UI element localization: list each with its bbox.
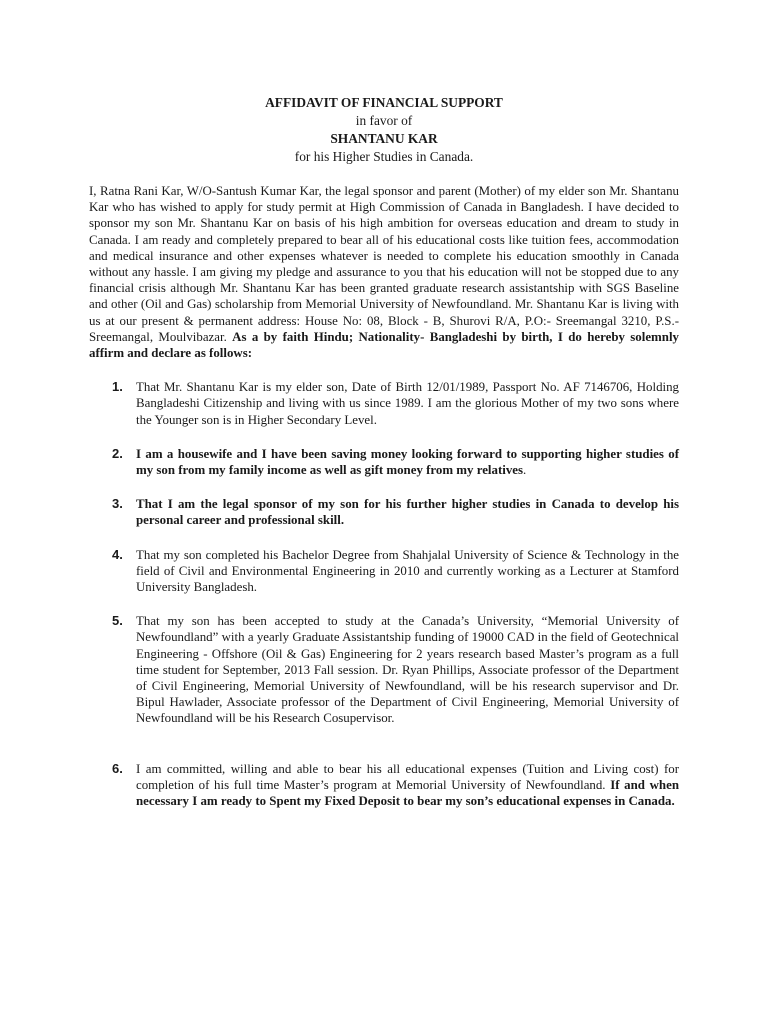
purpose-line: for his Higher Studies in Canada. bbox=[294, 149, 474, 164]
list-item bbox=[112, 496, 679, 528]
list-item bbox=[112, 546, 679, 596]
title-block bbox=[89, 94, 679, 166]
list-item bbox=[112, 445, 679, 478]
item-number: 4. bbox=[112, 546, 123, 562]
item-number: 3. bbox=[112, 496, 123, 512]
item-text: That my son completed his Bachelor Degree from Shahjalal University of Science & Technology in the field of Civil and Environmental Engineering in 2010 and currently working as a Lecturer at Stamford University Bangladesh. bbox=[136, 547, 679, 595]
item-bold-tail: If and when necessary I am ready to Spent my Fixed Deposit to bear my son’s educational expenses in Canada. bbox=[136, 777, 679, 809]
document-title: AFFIDAVIT OF FINANCIAL SUPPORT bbox=[265, 95, 503, 110]
intro-paragraph bbox=[89, 183, 679, 361]
list-item bbox=[112, 379, 679, 428]
list-item bbox=[112, 760, 679, 810]
declaration-list bbox=[89, 379, 679, 809]
item-number: 5. bbox=[112, 613, 123, 629]
item-tail: . bbox=[523, 463, 527, 478]
item-text: I am a housewife and I have been saving money looking forward to supporting higher studies of my son from my family income as well as gift money from my relatives bbox=[136, 446, 679, 478]
item-number: 6. bbox=[112, 760, 123, 776]
list-item bbox=[112, 613, 679, 726]
item-number: 2. bbox=[112, 445, 123, 461]
item-number: 1. bbox=[112, 379, 123, 395]
intro-declaration: As a by faith Hindu; Nationality- Bangladeshi by birth, I do hereby solemnly affirm and declare as follows: bbox=[89, 329, 679, 361]
in-favor-of-line: in favor of bbox=[355, 113, 413, 128]
beneficiary-name: SHANTANU KAR bbox=[330, 131, 438, 146]
item-text: That Mr. Shantanu Kar is my elder son, Date of Birth 12/01/1989, Passport No. AF 7146706, Holding Bangladeshi Citizenship and living with us since 1989. I am the glorious Mother of my two sons where the Younger son is in Higher Secondary Level. bbox=[136, 380, 679, 427]
item-text: That I am the legal sponsor of my son for his further higher studies in Canada to develop his personal career and professional skill. bbox=[136, 497, 679, 528]
item-text: I am committed, willing and able to bear his all educational expenses (Tuition and Living cost) for completion of his full time Master’s program at Memorial University of Newfoundland. bbox=[136, 761, 679, 792]
intro-text: I, Ratna Rani Kar, W/O-Santush Kumar Kar, the legal sponsor and parent (Mother) of my elder son Mr. Shantanu Kar who has wished to apply for study permit at High Commission of Canada in Bangladesh. I have decided to sponsor my son Mr. Shantanu Kar on basis of his high ambition for overseas education and dream to study in Canada. I am ready and completely prepared to bear all of his educational costs like tuition fees, accommodation and medical insurance and other expenses whatever is needed to complete his education smoothly in Canada without any hassle. I am giving my pledge and assurance to you that his education will not be stopped due to any financial crisis although Mr. Shantanu Kar has been granted graduate research assistantship with SGS Baseline and other (Oil and Gas) scholarship from Memorial University of Newfoundland. Mr. Shantanu Kar is living with us at our present & permanent address: House No: 08, Block - B, Shurovi R/A, P.O:- Sreemangal 3210, P.S.-Sreemangal, Moulvibazar. bbox=[89, 184, 679, 344]
item-text: That my son has been accepted to study at the Canada’s University, “Memorial University of Newfoundland” with a yearly Graduate Assistantship funding of 19000 CAD in the field of Geotechnical Engineering - Offshore (Oil & Gas) Engineering for 2 years research based Master’s program as a full time student for September, 2013 Fall session. Dr. Ryan Phillips, Associate professor of the Department of Civil Engineering, Memorial University of Newfoundland, will be his research supervisor and Dr. Bipul Hawlader, Associate professor of the Department of Civil Engineering, Memorial University of Newfoundland will be his Research Cosupervisor. bbox=[136, 614, 679, 726]
